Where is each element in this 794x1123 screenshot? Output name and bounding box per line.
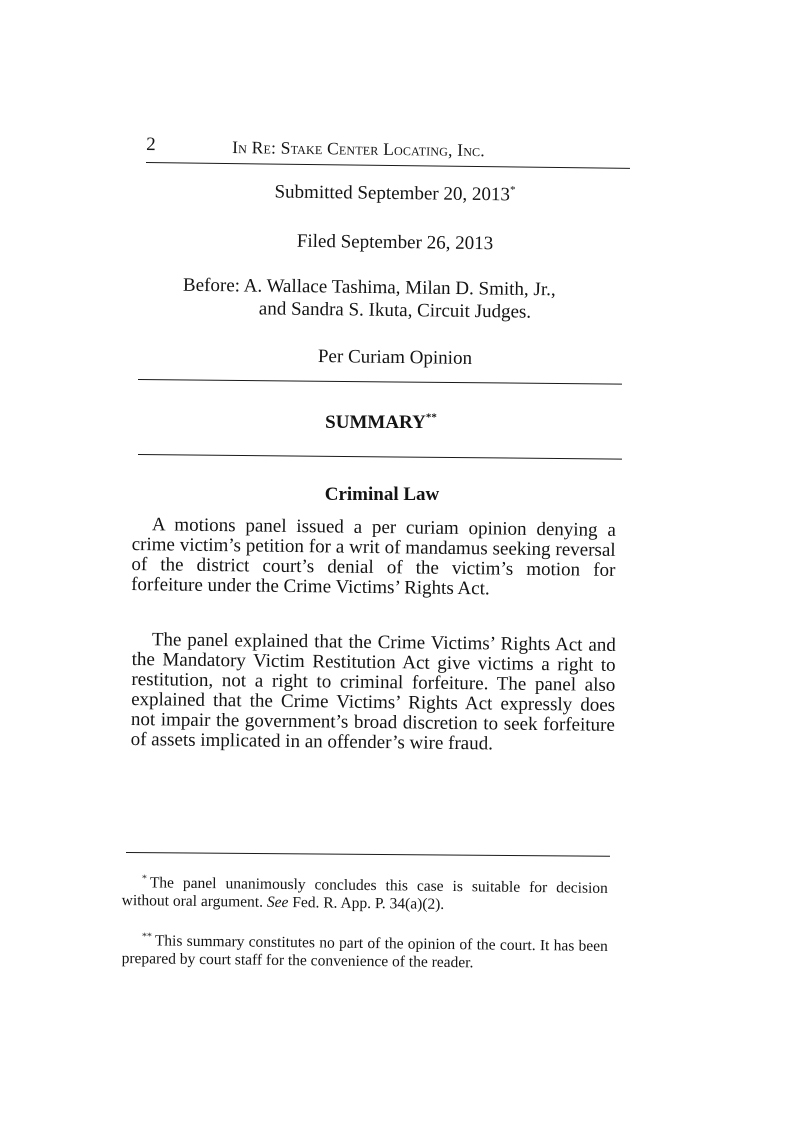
footnote-1-citation: Fed. R. App. P. 34(a)(2). — [288, 894, 445, 913]
filed-date: Filed September 26, 2013 — [296, 230, 494, 255]
running-header — [146, 132, 630, 169]
submitted-footnote-marker: * — [509, 184, 516, 197]
divider-rule-bottom — [138, 454, 622, 460]
footnote-1 — [122, 874, 608, 916]
submitted-date — [150, 180, 640, 208]
footnote-2-marker: ** — [141, 931, 153, 943]
summary-heading — [136, 412, 626, 434]
panel-judges-line-2: and Sandra S. Ikuta, Circuit Judges. — [258, 298, 532, 323]
footnote-1-marker: * — [141, 873, 148, 885]
summary-footnote-marker: ** — [425, 411, 437, 424]
summary-paragraph-2: The panel explained that the Crime Victims’ Rights Act and the Mandatory Victim Restitution Act give victims a right to restitution, not a right to criminal forfeiture. The panel also explained that the Crime Victims’ Rights Act expressly does not impair the government’s broad discretion to seek forfeiture of assets implicated in an offender’s wire fraud. — [130, 629, 616, 755]
footnote-separator — [126, 852, 610, 857]
footnote-2 — [122, 932, 608, 974]
page-number: 2 — [146, 134, 156, 156]
submitted-date-text: Submitted September 20, 2013 — [274, 181, 511, 206]
summary-heading-text: SUMMARY — [325, 412, 426, 433]
running-title: In Re: Stake Center Locating, Inc. — [232, 137, 486, 161]
footnote-2-text: This summary constitutes no part of the opinion of the court. It has been prepared by court staff for the convenience of the reader. — [121, 932, 608, 972]
footnote-1-signal: See — [266, 893, 289, 912]
panel-judges-line-1: Before: A. Wallace Tashima, Milan D. Smith, Jr., — [182, 274, 556, 301]
footnote-1-text: The panel unanimously concludes this case is suitable for decision without oral argument. — [121, 874, 608, 911]
summary-paragraph-1: A motions panel issued a per curiam opinion denying a crime victim’s petition for a writ of mandamus seeking reversal of the district court’s denial of the victim’s motion for forfeiture under the Crime Victims’ Rights Act. — [131, 514, 616, 600]
subject-heading: Criminal Law — [324, 484, 440, 505]
divider-rule-top — [138, 379, 622, 385]
opinion-type: Per Curiam Opinion — [317, 346, 473, 369]
